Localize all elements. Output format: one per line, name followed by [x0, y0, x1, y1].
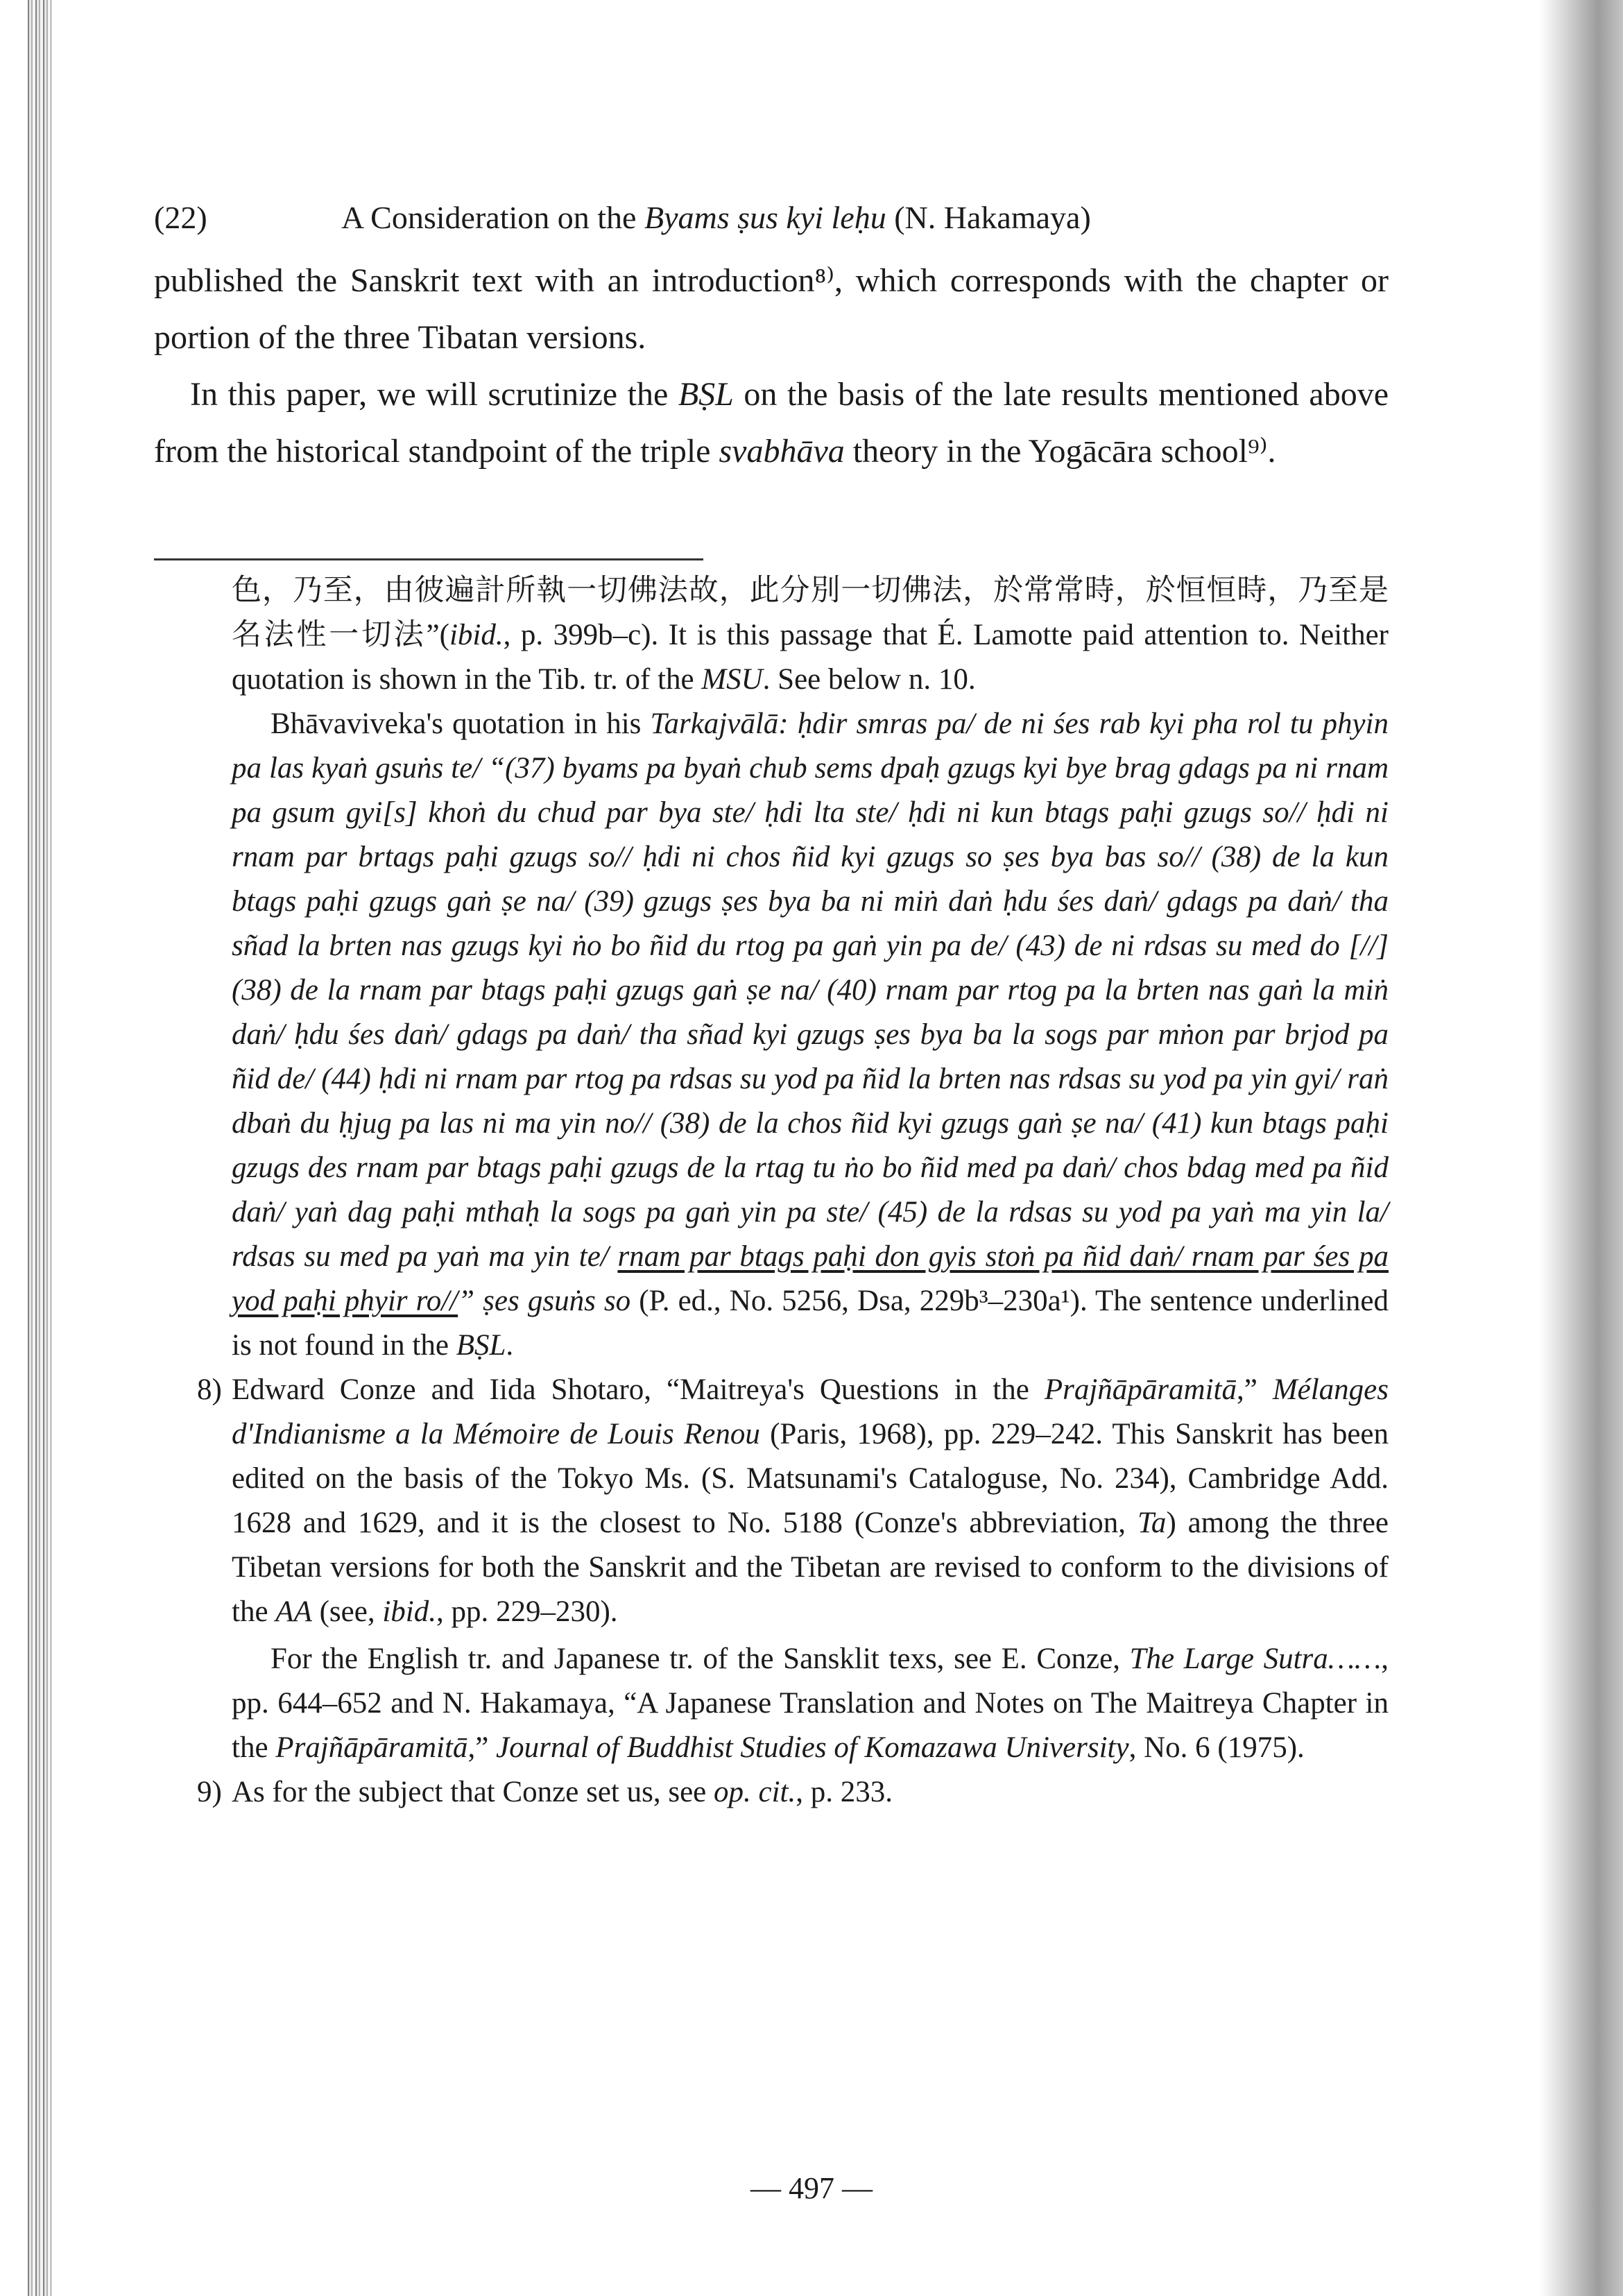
body-p2-c: theory in the Yogācāra school⁹⁾.	[844, 433, 1276, 470]
body-paragraph-1: published the Sanskrit text with an introduction⁸⁾, which corresponds with the chapter or portion of the three Tibatan versions.	[154, 262, 1389, 356]
footnote-8-text	[232, 1368, 1389, 1634]
footnote-continuation-2	[154, 702, 1389, 1368]
fn8-b: ,”	[1236, 1373, 1273, 1406]
footnote-separator	[154, 558, 703, 560]
footnote-continuation-1: 色，乃至，由彼遍計所執一切佛法故，此分別一切佛法，於常常時，於恒恒時，乃至是名法性一切法”(ibid., p. 399b–c). It is this passage that É. Lamotte paid attention to. Neither quotation is shown in the Tib. tr. of the MSU. See below n. 10.	[232, 574, 1389, 696]
footnote-8-paragraph-2	[154, 1637, 1389, 1770]
fn-tibetan-quote: : ḥdir smras pa/ de ni śes rab kyi pha rol tu phyin pa las kyaṅ gsuṅs te/ “(37) byams pa byaṅ chub sems dpaḥ gzugs kyi bye brag gdags pa ni rnam pa gsum gyi[s] khoṅ du chud par bya ste/ ḥdi lta ste/ ḥdi ni kun btags paḥi gzugs so// ḥdi ni rnam par brtags paḥi gzugs so// ḥdi ni chos ñid kyi gzugs so ṣes bya bas so// (38) de la kun btags paḥi gzugs gaṅ ṣe na/ (39) gzugs ṣes bya ba ni miṅ daṅ ḥdu śes daṅ/ gdags pa daṅ/ tha sñad la brten nas gzugs kyi ṅo bo ñid du rtog pa gaṅ yin pa de/ (43) de ni rdsas su med do [//] (38) de la rnam par btags paḥi gzugs gaṅ ṣe na/ (40) rnam par rtog pa la brten nas gaṅ la miṅ daṅ/ ḥdu śes daṅ/ gdags pa daṅ/ tha sñad kyi gzugs ṣes bya ba la sogs par mṅon par brjod pa ñid de/ (44) ḥdi ni rnam par rtog pa rdsas su yod pa ñid la brten nas rdsas su yod pa yin gyi/ raṅ dbaṅ du ḥjug pa las ni ma yin no// (38) de la chos ñid kyi gzugs gaṅ ṣe na/ (41) kun btags paḥi gzugs des rnam par btags paḥi gzugs de la rtag tu ṅo bo ñid med pa daṅ/ chos bdag med pa ñid daṅ/ yaṅ dag paḥi mthaḥ la sogs pa gaṅ yin pa ste/ (45) de la rdsas su yod pa yaṅ ma yin la/ rdsas su med pa yaṅ ma yin te/	[232, 708, 1389, 1273]
fn8-c: (Paris, 1968), pp. 229–242. This Sanskrit has been edited on the basis of the Tokyo Ms. (S. Matsunami's Cataloguse, No. 234), Cambridge Add. 1628 and 1629, and it is the closest to No. 5188 (Conze's abbreviation,	[232, 1418, 1389, 1539]
fn8p2-c: ,”	[467, 1731, 497, 1764]
fn8p2-a: For the English tr. and Japanese tr. of the Sansklit texs, see E. Conze,	[270, 1643, 1130, 1675]
fn9-op-cit: op. cit.	[714, 1776, 796, 1808]
fn9-a: As for the subject that Conze set us, see	[232, 1776, 714, 1808]
fn-cont1-end: . See below n. 10.	[762, 663, 976, 696]
fn-quote-end: ” ṣes gsuṅs so	[458, 1285, 631, 1317]
fn8p2-prajnaparamita: Prajñāpāramitā	[275, 1731, 468, 1764]
fn-cont1-rest: , p. 399b–c). It is this passage that É. Lamotte paid attention to. Neither quotation is shown in the Tib. tr. of the	[232, 619, 1389, 696]
running-header	[154, 197, 1472, 239]
body-paragraph-2	[154, 366, 1389, 480]
fn9-b: , p. 233.	[796, 1776, 893, 1808]
fn8-a: Edward Conze and Iida Shotaro, “Maitreya's Questions in the	[232, 1373, 1045, 1406]
fn-bsl: BṢL	[456, 1329, 506, 1362]
footnote-9	[154, 1770, 1389, 1815]
fn-cont2-dot: .	[506, 1329, 514, 1362]
fn8p2-b: , pp. 644–652 and N. Hakamaya, “A Japanese Translation and Notes on The Maitreya Chapter in the	[232, 1643, 1389, 1764]
fn-underlined-sentence: rnam par btags paḥi don gyis stoṅ pa ñid daṅ/ rnam par śes pa yod paḥi phyir ro//	[232, 1240, 1389, 1317]
page-folio: — 497 —	[750, 2171, 873, 2205]
main-text	[154, 252, 1389, 480]
fn-cont2-roman: (P. ed., No. 5256, Dsa, 229b³–230a¹). The sentence underlined is not found in the	[232, 1285, 1389, 1362]
body-p2-a: In this paper, we will scrutinize the	[190, 376, 678, 413]
fn8p2-large-sutra: The Large Sutra……	[1129, 1643, 1382, 1675]
fn-cont2-a: Bhāvaviveka's quotation in his	[270, 708, 651, 740]
footnote-9-text	[232, 1770, 1389, 1815]
fn-tarkajvala: Tarkajvālā	[650, 708, 779, 740]
fn8-f: , pp. 229–230).	[436, 1595, 618, 1628]
body-p2-svabhava: svabhāva	[719, 433, 845, 470]
fn8-e: (see,	[311, 1595, 383, 1628]
fn8-aa: AA	[275, 1595, 312, 1628]
header-page-number: (22)	[154, 200, 207, 235]
fn-ibid: ibid.	[449, 619, 504, 651]
footnote-8-number: 8)	[197, 1373, 222, 1406]
fn8-melanges: Mélanges d'Indianisme a la Mémoire de Louis Renou	[232, 1373, 1389, 1450]
header-title-italic: Byams ṣus kyi leḥu	[644, 200, 886, 235]
fn-msu: MSU	[701, 663, 763, 696]
fn8-ibid: ibid.	[382, 1595, 436, 1628]
fn8-ta: Ta	[1137, 1507, 1167, 1539]
header-title-suffix: (N. Hakamaya)	[886, 200, 1091, 235]
body-p2-bsl: BṢL	[678, 376, 734, 413]
fn-cjk-quote: 色，乃至，由彼遍計所執一切佛法故，此分別一切佛法，於常常時，於恒恒時，乃至是名法性一切法”	[232, 574, 1389, 651]
footnote-9-number: 9)	[197, 1776, 222, 1808]
footnote-8	[154, 1368, 1389, 1634]
fn8-prajnaparamita: Prajñāpāramitā	[1044, 1373, 1237, 1406]
footnotes	[154, 569, 1389, 1815]
fn8-d: ) among the three Tibetan versions for both the Sanskrit and the Tibetan are revised to conform to the divisions of the	[232, 1507, 1389, 1628]
fn8p2-d: , No. 6 (1975).	[1128, 1731, 1305, 1764]
fn8p2-journal: Journal of Buddhist Studies of Komazawa University	[496, 1731, 1129, 1764]
body-p2-b: on the basis of the late results mentioned above from the historical standpoint of the triple	[154, 376, 1389, 470]
header-title-prefix: A Consideration on the	[341, 200, 644, 235]
